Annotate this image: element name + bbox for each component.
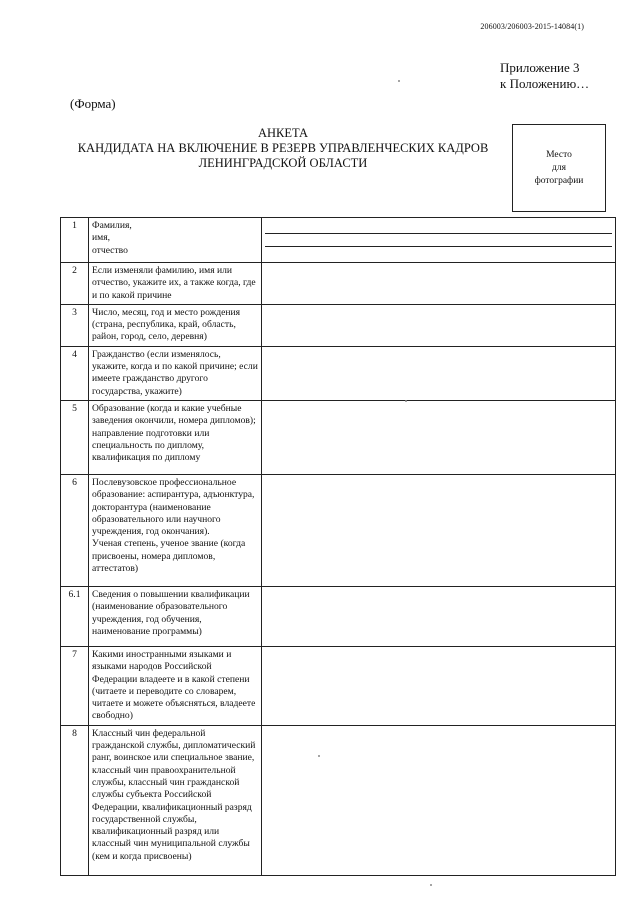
photo-label-line-1: Место [546, 149, 572, 160]
title-line-2: КАНДИДАТА НА ВКЛЮЧЕНИЕ В РЕЗЕРВ УПРАВЛЕНЧЕСКИХ КАДРОВ [77, 141, 489, 155]
table-row [61, 304, 616, 346]
question-cell [89, 218, 262, 263]
title-line-1: АНКЕТА [257, 126, 309, 140]
table-row [61, 400, 616, 474]
scan-speck [398, 80, 400, 82]
scan-speck [318, 755, 320, 757]
question-line: имя, [92, 232, 111, 244]
answer-cell[interactable] [262, 646, 616, 725]
answer-cell[interactable] [262, 586, 616, 646]
appendix-line-1: Приложение 3 [500, 60, 580, 75]
title-line-3: ЛЕНИНГРАДСКОЙ ОБЛАСТИ [198, 156, 368, 170]
question-cell: Классный чин федеральной гражданской службы, дипломатический ранг, воинское или специальное звание, классный чин правоохранительной службы, классный чин гражданской службы субъекта Российской Федерации, квалификационный разряд государственной службы, квалификационный разряд или классный чин муниципальной службы (кем и когда присвоены) [89, 725, 262, 875]
answer-cell-name[interactable] [262, 218, 616, 263]
row-number: 1 [61, 218, 89, 263]
question-cell: Гражданство (если изменялось, укажите, когда и по какой причине; если имеете гражданство другого государства, укажите) [89, 346, 262, 400]
table-row [61, 725, 616, 875]
row-number: 3 [61, 304, 89, 346]
answer-cell[interactable] [262, 263, 616, 305]
question-cell [89, 400, 262, 474]
appendix-line-2: к Положению… [500, 76, 590, 91]
question-line: отчество [92, 244, 128, 256]
answer-cell[interactable] [262, 725, 616, 875]
row-number: 7 [61, 646, 89, 725]
question-cell: Какими иностранными языками и языками народов Российской Федерации владеете и в какой степени (читаете и переводите со словарем, читаете и можете объясняться, владеете свободно) [89, 646, 262, 725]
question-line: Фамилия, [92, 220, 132, 231]
table-row [61, 646, 616, 725]
question-cell [89, 474, 262, 586]
question-part: Ученая степень, ученое звание (когда присвоены, номера дипломов, аттестатов) [92, 538, 246, 575]
scan-speck [430, 884, 432, 886]
table-row [61, 218, 616, 263]
table-row [61, 263, 616, 305]
scan-speck [405, 400, 407, 402]
question-part: Послевузовское профессиональное образование: аспирантура, адъюнктура, докторантура (наименование образовательного или научного учреждения, год окончания). [92, 476, 255, 538]
row-number: 2 [61, 263, 89, 305]
table-row [61, 346, 616, 400]
answer-cell[interactable] [262, 474, 616, 586]
question-cell: Число, месяц, год и место рождения (страна, республика, край, область, район, город, село, деревня) [89, 304, 262, 346]
row-number: 8 [61, 725, 89, 875]
photo-label-line-2: для [552, 162, 566, 173]
answer-cell[interactable] [262, 400, 616, 474]
photo-placeholder[interactable] [512, 124, 606, 212]
questionnaire-table [60, 217, 616, 876]
appendix-note [500, 60, 589, 92]
question-cell: Если изменяли фамилию, имя или отчество, укажите их, а также когда, где и по какой причине [89, 263, 262, 305]
row-number: 5 [61, 400, 89, 474]
form-label: (Форма) [70, 96, 116, 111]
document-number: 206003/206003-2015-14084(1) [480, 22, 584, 31]
table-row [61, 586, 616, 646]
table-row [61, 474, 616, 586]
row-number: 6.1 [61, 586, 89, 646]
question-cell: Сведения о повышении квалификации (наименование образовательного учреждения, год обучения, наименование программы) [89, 586, 262, 646]
page-title [64, 126, 502, 171]
question-part: направление подготовки или специальность по диплому, квалификация по диплому [92, 427, 210, 464]
question-part: Образование (когда и какие учебные заведения окончили, номера дипломов); [92, 402, 256, 427]
row-number: 6 [61, 474, 89, 586]
answer-cell[interactable] [262, 304, 616, 346]
answer-line-firstname[interactable] [265, 234, 612, 248]
answer-line-patronymic[interactable] [265, 247, 612, 260]
answer-line-surname[interactable] [265, 220, 612, 234]
answer-cell[interactable] [262, 346, 616, 400]
row-number: 4 [61, 346, 89, 400]
photo-label-line-3: фотографии [534, 175, 584, 186]
